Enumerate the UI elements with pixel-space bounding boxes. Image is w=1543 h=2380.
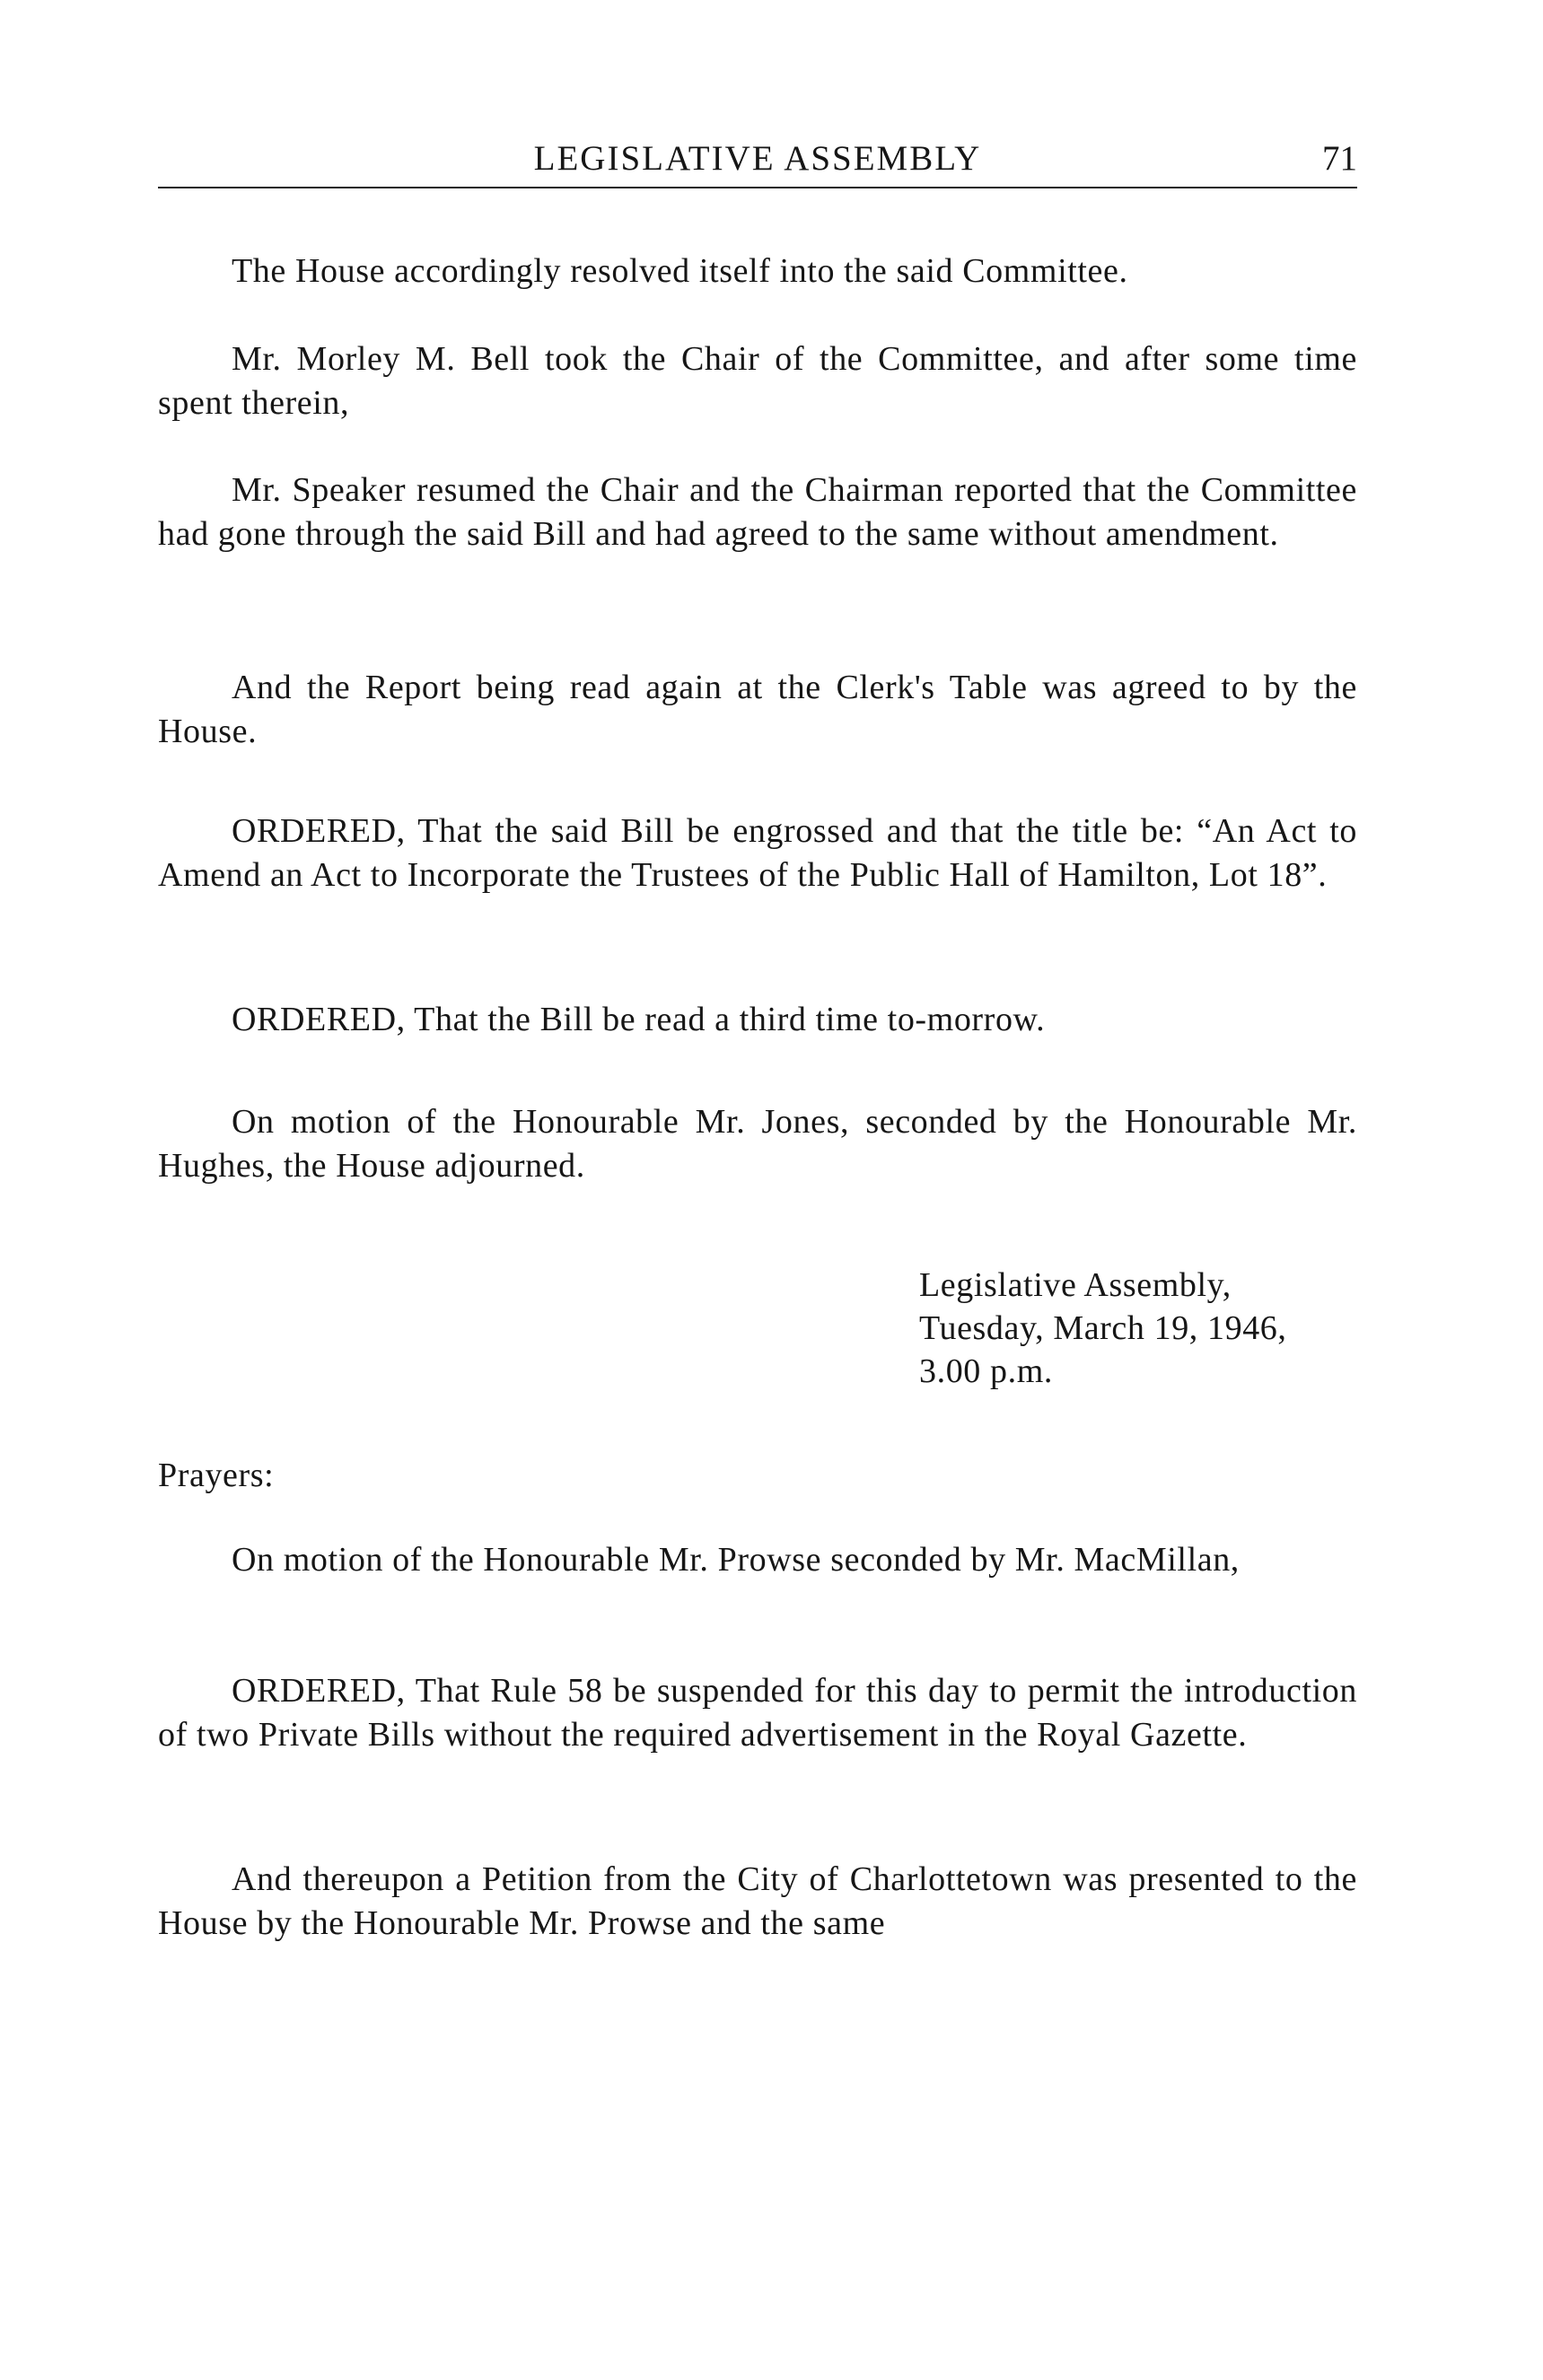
paragraph-petition-charlottetown: And thereupon a Petition from the City of Charlottetown was presented to the House by the Honourable Mr. Prowse and the same [158, 1860, 1357, 1942]
session-heading-line: Tuesday, March 19, 1946, [919, 1309, 1287, 1347]
prayers-heading: Prayers: [158, 1457, 275, 1494]
paragraph-motion-prowse: On motion of the Honourable Mr. Prowse seconded by Mr. MacMillan, [232, 1541, 1240, 1579]
header-rule [158, 187, 1357, 188]
paragraph-ordered-rule-58: ORDERED, That Rule 58 be suspended for this day to permit the introduction of two Private Bills without the required advertisement in the Royal Gazette. [158, 1672, 1357, 1754]
session-heading-line: Legislative Assembly, [919, 1266, 1232, 1304]
paragraph-ordered-engrossed: ORDERED, That the said Bill be engrossed and that the title be: “An Act to Amend an Act to Incorporate the Trustees of the Public Hall of Hamilton, Lot 18”. [158, 812, 1357, 894]
paragraph-report-agreed: And the Report being read again at the Clerk's Table was agreed to by the House. [158, 669, 1357, 750]
page-number: 71 [1322, 139, 1357, 178]
page-header [158, 136, 1357, 199]
paragraph-house-adjourned: On motion of the Honourable Mr. Jones, seconded by the Honourable Mr. Hughes, the House adjourned. [158, 1103, 1357, 1185]
session-heading-line: 3.00 p.m. [919, 1352, 1053, 1390]
paragraph-chair-of-committee: Mr. Morley M. Bell took the Chair of the Committee, and after some time spent therein, [158, 340, 1357, 422]
running-title: LEGISLATIVE ASSEMBLY [533, 139, 982, 178]
paragraph-resolved-into-committee: The House accordingly resolved itself into the said Committee. [232, 252, 1128, 290]
paragraph-speaker-resumed: Mr. Speaker resumed the Chair and the Chairman reported that the Committee had gone through the said Bill and had agreed to the same without amendment. [158, 471, 1357, 553]
paragraph-ordered-third-reading: ORDERED, That the Bill be read a third time to-morrow. [232, 1001, 1046, 1038]
session-heading [919, 1264, 1287, 1393]
